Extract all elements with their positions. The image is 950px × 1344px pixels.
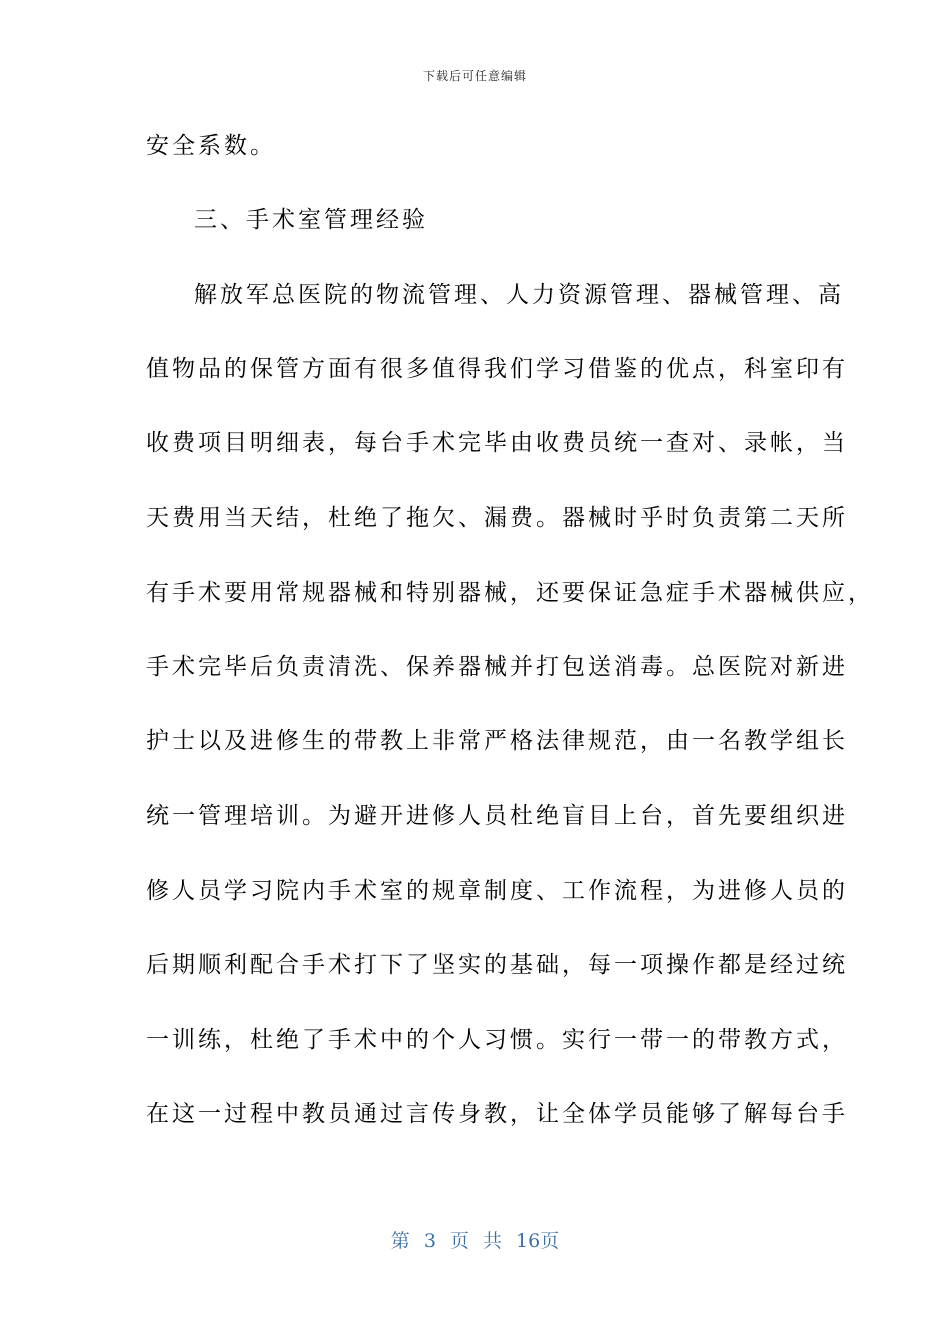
text-line: 统一管理培训。为避开进修人员杜绝盲目上台，首先要组织进 (146, 803, 848, 829)
text-line: 护士以及进修生的带教上非常严格法律规范，由一名教学组长 (146, 728, 848, 754)
page-header: 下载后可任意编辑 (422, 69, 527, 83)
text-line: 修人员学习院内手术室的规章制度、工作流程，为进修人员的 (146, 878, 848, 904)
page-number-footer: 第 3 页 共 16页 (390, 1230, 560, 1252)
text-line: 有手术要用常规器械和特别器械，还要保证急症手术器械供应， (146, 580, 874, 606)
text-line: 在这一过程中教员通过言传身教，让全体学员能够了解每台手 (146, 1101, 848, 1127)
section-heading: 三、手术室管理经验 (194, 207, 428, 233)
text-line: 天费用当天结，杜绝了拖欠、漏费。器械时乎时负责第二天所 (146, 505, 848, 531)
text-line: 后期顺利配合手术打下了坚实的基础，每一项操作都是经过统 (146, 952, 848, 978)
text-line: 解放军总医院的物流管理、人力资源管理、器械管理、高 (194, 282, 844, 308)
text-line: 安全系数。 (146, 133, 276, 159)
text-line: 手术完毕后负责清洗、保养器械并打包送消毒。总医院对新进 (146, 654, 848, 680)
text-line: 一训练，杜绝了手术中的个人习惯。实行一带一的带教方式， (146, 1027, 848, 1053)
text-line: 收费项目明细表，每台手术完毕由收费员统一查对、录帐，当 (146, 430, 848, 456)
text-line: 值物品的保管方面有很多值得我们学习借鉴的优点，科室印有 (146, 356, 848, 382)
